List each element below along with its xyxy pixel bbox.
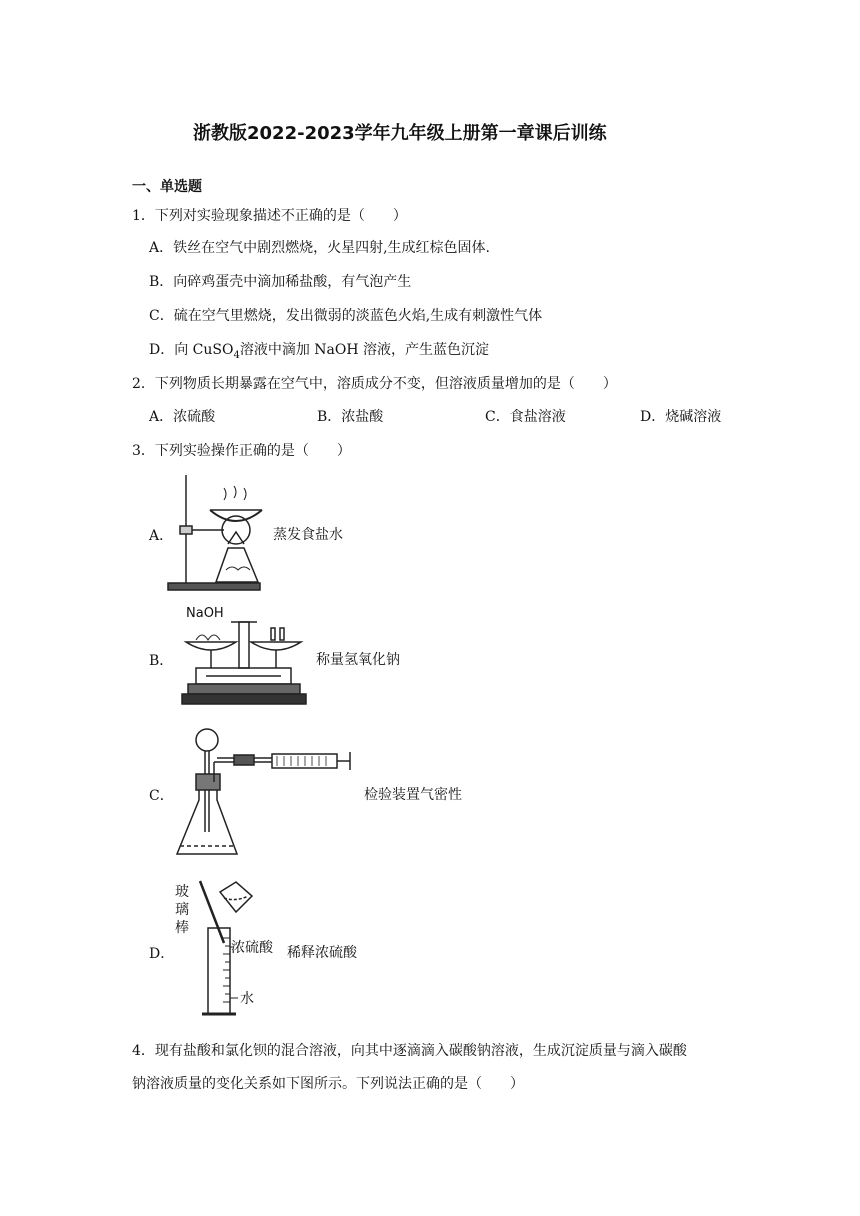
question-3-option-c-letter: C． <box>149 788 174 804</box>
question-1-stem: 1．下列对实验现象描述不正确的是（ ） <box>132 208 407 224</box>
balance-apparatus-image <box>176 600 311 710</box>
acid-label: 浓硫酸 <box>231 940 273 956</box>
rod-label-char-3: 棒 <box>175 920 189 936</box>
question-3-stem: 3．下列实验操作正确的是（ ） <box>132 443 351 459</box>
water-label: 水 <box>240 991 254 1007</box>
rod-label-char-1: 玻 <box>175 884 189 900</box>
question-3-option-a-caption: 蒸发食盐水 <box>273 527 343 543</box>
question-3-option-d-caption: 稀释浓硫酸 <box>287 945 357 961</box>
evaporation-apparatus-image <box>166 470 266 595</box>
question-3-option-d-letter: D． <box>149 946 175 962</box>
question-1-option-b: B．向碎鸡蛋壳中滴加稀盐酸，有气泡产生 <box>149 274 412 290</box>
question-3-option-c-caption: 检验装置气密性 <box>364 787 462 803</box>
question-2-option-c: C．食盐溶液 <box>485 409 566 425</box>
section-heading: 一、单选题 <box>132 179 202 195</box>
question-1-option-a: A．铁丝在空气中剧烈燃烧，火星四射,生成红棕色固体. <box>149 240 491 256</box>
question-1-option-c: C．硫在空气里燃烧，发出微弱的淡蓝色火焰,生成有刺激性气体 <box>149 308 543 324</box>
naoh-label: NaOH <box>186 606 224 621</box>
question-4-stem-line-1: 4．现有盐酸和氯化钡的混合溶液，向其中逐滴滴入碳酸钠溶液，生成沉淀质量与滴入碳酸 <box>132 1043 687 1059</box>
question-2-option-d: D．烧碱溶液 <box>640 409 722 425</box>
question-3-option-b-letter: B． <box>149 653 174 669</box>
question-1-option-d: D．向 CuSO$_4$溶液中滴加 NaOH 溶液，产生蓝色沉淀 <box>149 342 490 361</box>
question-2-stem: 2．下列物质长期暴露在空气中，溶质成分不变，但溶液质量增加的是（ ） <box>132 376 617 392</box>
question-3-option-b-caption: 称量氢氧化钠 <box>316 652 400 668</box>
question-2-option-b: B．浓盐酸 <box>317 409 384 425</box>
dilution-apparatus-image <box>172 878 287 1020</box>
rod-label-char-2: 璃 <box>175 902 189 918</box>
question-2-option-a: A．浓硫酸 <box>149 409 216 425</box>
question-4-stem-line-2: 钠溶液质量的变化关系如下图所示。下列说法正确的是（ ） <box>132 1076 524 1092</box>
question-3-option-a-letter: A． <box>149 528 174 544</box>
airtightness-apparatus-image <box>172 722 362 862</box>
page-title: 浙教版2022-2023学年九年级上册第一章课后训练 <box>193 123 607 144</box>
